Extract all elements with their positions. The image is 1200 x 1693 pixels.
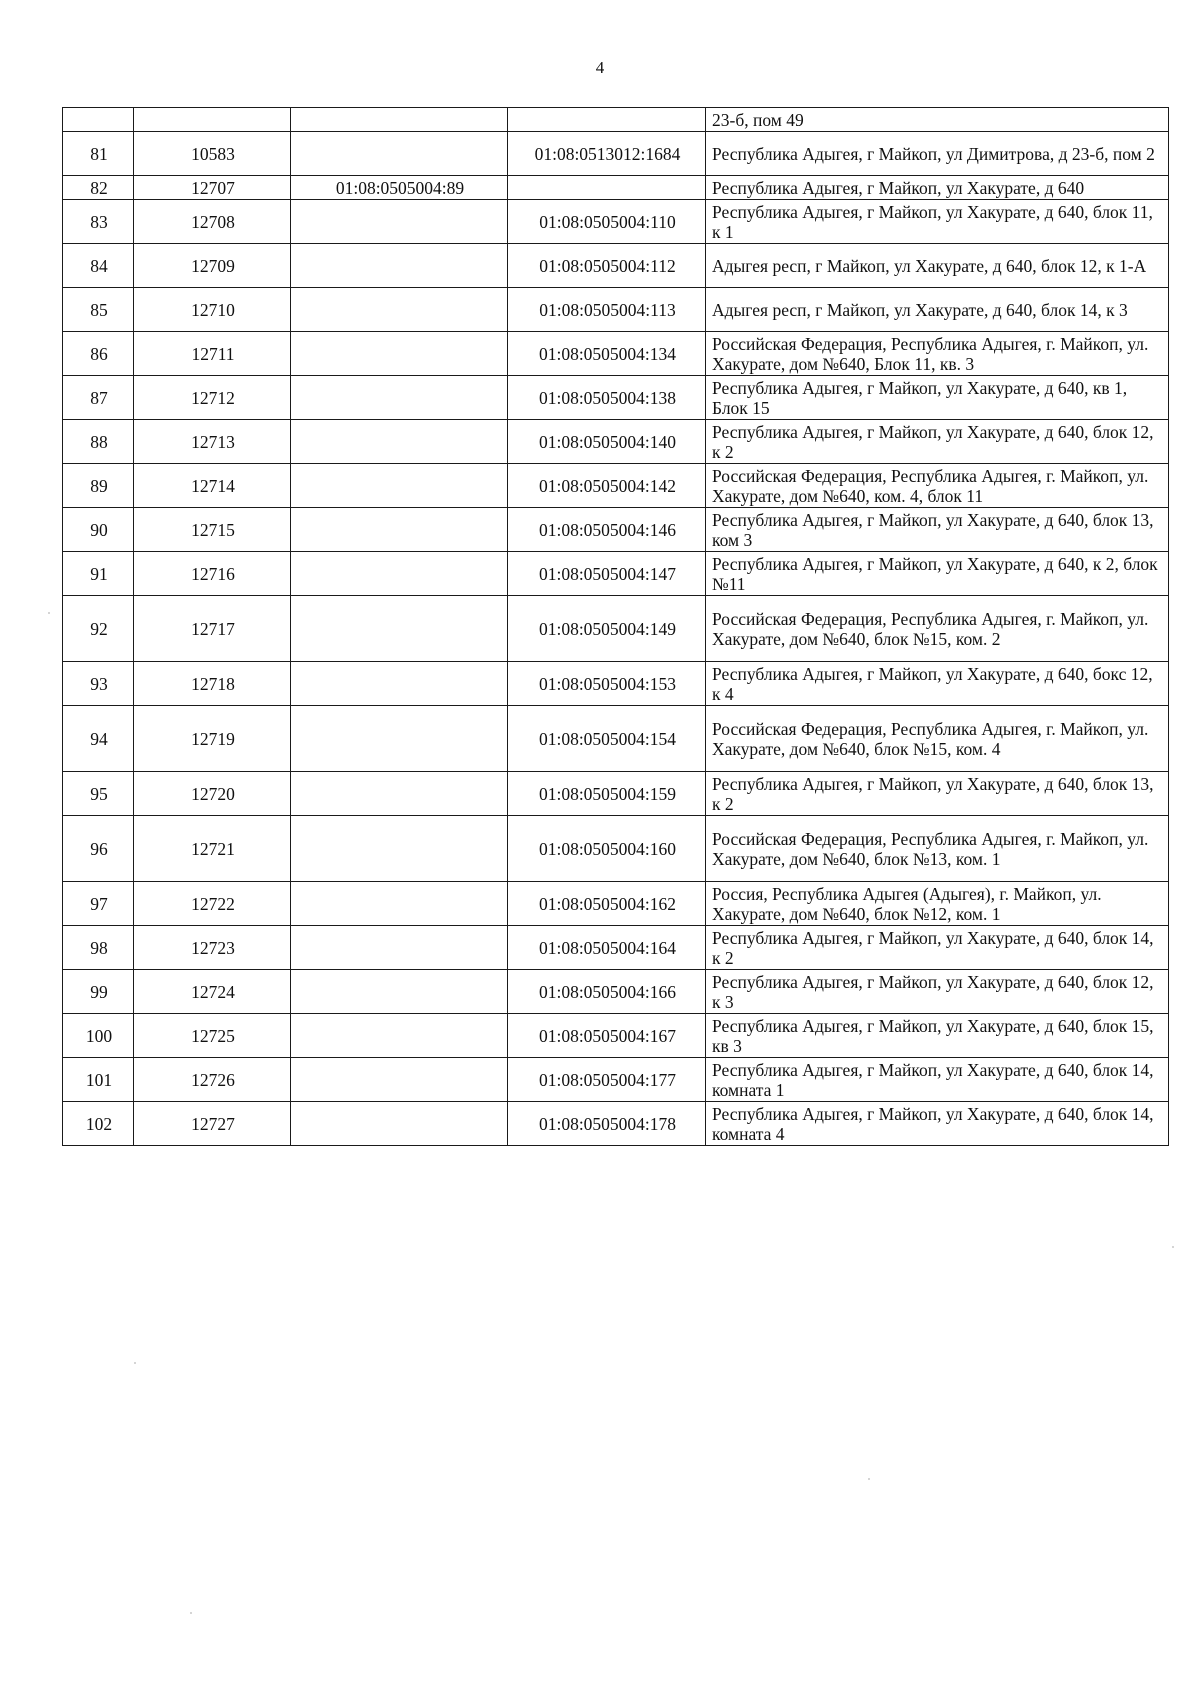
cadastral-number-parcel-cell [291, 132, 508, 176]
address-cell: Республика Адыгея, г Майкоп, ул Хакурате, д 640, бокс 12, к 4 [706, 662, 1169, 706]
address-cell: Республика Адыгея, г Майкоп, ул Хакурате, д 640, блок 14, к 2 [706, 926, 1169, 970]
registry-id-cell: 12717 [134, 596, 291, 662]
row-number-cell: 86 [63, 332, 134, 376]
registry-id-cell: 12712 [134, 376, 291, 420]
cadastral-number-parcel-cell [291, 332, 508, 376]
table-row [63, 552, 1169, 596]
cadastral-number-room-cell [508, 176, 706, 200]
registry-id-cell: 12716 [134, 552, 291, 596]
address-cell: 23-б, пом 49 [706, 108, 1169, 132]
cadastral-number-parcel-cell [291, 662, 508, 706]
address-cell: Республика Адыгея, г Майкоп, ул Хакурате, д 640, блок 12, к 2 [706, 420, 1169, 464]
table-row [63, 706, 1169, 772]
cadastral-number-room-cell: 01:08:0505004:134 [508, 332, 706, 376]
cadastral-number-room-cell: 01:08:0505004:113 [508, 288, 706, 332]
table-row [63, 596, 1169, 662]
address-cell: Республика Адыгея, г Майкоп, ул Хакурате, д 640, блок 14, комната 1 [706, 1058, 1169, 1102]
address-cell: Республика Адыгея, г Майкоп, ул Хакурате, д 640, блок 14, комната 4 [706, 1102, 1169, 1146]
row-number-cell: 85 [63, 288, 134, 332]
registry-id-cell: 12718 [134, 662, 291, 706]
page-number: 4 [595, 58, 605, 77]
table-row [63, 420, 1169, 464]
row-number-cell: 82 [63, 176, 134, 200]
registry-id-cell: 12727 [134, 1102, 291, 1146]
registry-id-cell: 12722 [134, 882, 291, 926]
address-cell: Россия, Республика Адыгея (Адыгея), г. Майкоп, ул. Хакурате, дом №640, блок №12, ком. 1 [706, 882, 1169, 926]
cadastral-number-room-cell: 01:08:0505004:178 [508, 1102, 706, 1146]
row-number-cell: 81 [63, 132, 134, 176]
row-number-cell [63, 108, 134, 132]
address-cell: Адыгея респ, г Майкоп, ул Хакурате, д 640, блок 14, к 3 [706, 288, 1169, 332]
row-number-cell: 100 [63, 1014, 134, 1058]
address-cell: Республика Адыгея, г Майкоп, ул Хакурате, д 640, блок 15, кв 3 [706, 1014, 1169, 1058]
registry-id-cell: 12725 [134, 1014, 291, 1058]
row-number-cell: 95 [63, 772, 134, 816]
cadastral-number-room-cell: 01:08:0505004:177 [508, 1058, 706, 1102]
row-number-cell: 102 [63, 1102, 134, 1146]
row-number-cell: 83 [63, 200, 134, 244]
cadastral-number-parcel-cell [291, 108, 508, 132]
table-row [63, 1058, 1169, 1102]
registry-id-cell: 12711 [134, 332, 291, 376]
cadastral-number-parcel-cell [291, 552, 508, 596]
cadastral-number-room-cell: 01:08:0505004:147 [508, 552, 706, 596]
cadastral-number-room-cell: 01:08:0505004:146 [508, 508, 706, 552]
cadastral-number-room-cell: 01:08:0505004:110 [508, 200, 706, 244]
registry-id-cell: 12708 [134, 200, 291, 244]
cadastral-number-parcel-cell [291, 1058, 508, 1102]
cadastral-number-room-cell: 01:08:0505004:112 [508, 244, 706, 288]
table-row [63, 176, 1169, 200]
cadastral-number-parcel-cell [291, 1014, 508, 1058]
cadastral-number-parcel-cell [291, 464, 508, 508]
cadastral-number-parcel-cell: 01:08:0505004:89 [291, 176, 508, 200]
table-row [63, 772, 1169, 816]
row-number-cell: 88 [63, 420, 134, 464]
address-cell: Республика Адыгея, г Майкоп, ул Хакурате, д 640, блок 13, ком 3 [706, 508, 1169, 552]
registry-id-cell: 12710 [134, 288, 291, 332]
address-cell: Республика Адыгея, г Майкоп, ул Хакурате, д 640, блок 13, к 2 [706, 772, 1169, 816]
row-number-cell: 91 [63, 552, 134, 596]
table-row [63, 1014, 1169, 1058]
row-number-cell: 90 [63, 508, 134, 552]
row-number-cell: 93 [63, 662, 134, 706]
table-row [63, 508, 1169, 552]
table-row [63, 464, 1169, 508]
cadastral-number-parcel-cell [291, 244, 508, 288]
table-row [63, 132, 1169, 176]
cadastral-number-parcel-cell [291, 596, 508, 662]
cadastral-number-parcel-cell [291, 376, 508, 420]
table-row [63, 376, 1169, 420]
table-row [63, 816, 1169, 882]
row-number-cell: 96 [63, 816, 134, 882]
table-row [63, 926, 1169, 970]
cadastral-number-room-cell [508, 108, 706, 132]
cadastral-number-parcel-cell [291, 420, 508, 464]
registry-id-cell: 12715 [134, 508, 291, 552]
cadastral-number-parcel-cell [291, 508, 508, 552]
table-row [63, 1102, 1169, 1146]
cadastral-number-room-cell: 01:08:0505004:154 [508, 706, 706, 772]
registry-id-cell: 12720 [134, 772, 291, 816]
address-cell: Российская Федерация, Республика Адыгея, г. Майкоп, ул. Хакурате, дом №640, ком. 4, блок 11 [706, 464, 1169, 508]
property-registry-table [62, 107, 1169, 1146]
row-number-cell: 99 [63, 970, 134, 1014]
cadastral-number-room-cell: 01:08:0505004:164 [508, 926, 706, 970]
address-cell: Республика Адыгея, г Майкоп, ул Хакурате, д 640 [706, 176, 1169, 200]
cadastral-number-parcel-cell [291, 1102, 508, 1146]
row-number-cell: 89 [63, 464, 134, 508]
address-cell: Адыгея респ, г Майкоп, ул Хакурате, д 640, блок 12, к 1-А [706, 244, 1169, 288]
table-row [63, 882, 1169, 926]
registry-id-cell: 12714 [134, 464, 291, 508]
registry-id-cell: 12723 [134, 926, 291, 970]
row-number-cell: 87 [63, 376, 134, 420]
row-number-cell: 101 [63, 1058, 134, 1102]
cadastral-number-room-cell: 01:08:0505004:142 [508, 464, 706, 508]
cadastral-number-parcel-cell [291, 200, 508, 244]
table-row [63, 200, 1169, 244]
cadastral-number-room-cell: 01:08:0505004:166 [508, 970, 706, 1014]
registry-id-cell: 10583 [134, 132, 291, 176]
address-cell: Российская Федерация, Республика Адыгея, г. Майкоп, ул. Хакурате, дом №640, блок №13, ком. 1 [706, 816, 1169, 882]
address-cell: Республика Адыгея, г Майкоп, ул Хакурате, д 640, блок 12, к 3 [706, 970, 1169, 1014]
registry-id-cell: 12726 [134, 1058, 291, 1102]
address-cell: Российская Федерация, Республика Адыгея, г. Майкоп, ул. Хакурате, дом №640, блок №15, ком. 2 [706, 596, 1169, 662]
registry-id-cell: 12709 [134, 244, 291, 288]
scan-speck [134, 1362, 136, 1364]
cadastral-number-room-cell: 01:08:0513012:1684 [508, 132, 706, 176]
table-body [63, 108, 1169, 1146]
table-row [63, 108, 1169, 132]
address-cell: Российская Федерация, Республика Адыгея, г. Майкоп, ул. Хакурате, дом №640, блок №15, ком. 4 [706, 706, 1169, 772]
row-number-cell: 98 [63, 926, 134, 970]
row-number-cell: 84 [63, 244, 134, 288]
cadastral-number-room-cell: 01:08:0505004:149 [508, 596, 706, 662]
registry-id-cell: 12724 [134, 970, 291, 1014]
cadastral-number-room-cell: 01:08:0505004:153 [508, 662, 706, 706]
row-number-cell: 94 [63, 706, 134, 772]
address-cell: Республика Адыгея, г Майкоп, ул Хакурате, д 640, к 2, блок №11 [706, 552, 1169, 596]
cadastral-number-room-cell: 01:08:0505004:167 [508, 1014, 706, 1058]
cadastral-number-parcel-cell [291, 288, 508, 332]
cadastral-number-room-cell: 01:08:0505004:162 [508, 882, 706, 926]
cadastral-number-room-cell: 01:08:0505004:138 [508, 376, 706, 420]
registry-id-cell: 12713 [134, 420, 291, 464]
cadastral-number-parcel-cell [291, 816, 508, 882]
table-row [63, 244, 1169, 288]
scan-speck [48, 612, 50, 614]
table-row [63, 332, 1169, 376]
address-cell: Республика Адыгея, г Майкоп, ул Хакурате, д 640, блок 11, к 1 [706, 200, 1169, 244]
registry-id-cell: 12707 [134, 176, 291, 200]
cadastral-number-parcel-cell [291, 926, 508, 970]
table-row [63, 970, 1169, 1014]
registry-id-cell: 12719 [134, 706, 291, 772]
address-cell: Республика Адыгея, г Майкоп, ул Димитрова, д 23-б, пом 2 [706, 132, 1169, 176]
table-row [63, 288, 1169, 332]
cadastral-number-parcel-cell [291, 772, 508, 816]
cadastral-number-parcel-cell [291, 882, 508, 926]
cadastral-number-room-cell: 01:08:0505004:140 [508, 420, 706, 464]
cadastral-number-room-cell: 01:08:0505004:160 [508, 816, 706, 882]
scan-speck [190, 1612, 192, 1614]
row-number-cell: 97 [63, 882, 134, 926]
registry-id-cell: 12721 [134, 816, 291, 882]
address-cell: Республика Адыгея, г Майкоп, ул Хакурате, д 640, кв 1, Блок 15 [706, 376, 1169, 420]
table-row [63, 662, 1169, 706]
row-number-cell: 92 [63, 596, 134, 662]
address-cell: Российская Федерация, Республика Адыгея, г. Майкоп, ул. Хакурате, дом №640, Блок 11, кв. 3 [706, 332, 1169, 376]
cadastral-number-parcel-cell [291, 970, 508, 1014]
cadastral-number-room-cell: 01:08:0505004:159 [508, 772, 706, 816]
cadastral-number-parcel-cell [291, 706, 508, 772]
registry-id-cell [134, 108, 291, 132]
scan-speck [1172, 1246, 1174, 1248]
scan-speck [868, 1478, 870, 1480]
